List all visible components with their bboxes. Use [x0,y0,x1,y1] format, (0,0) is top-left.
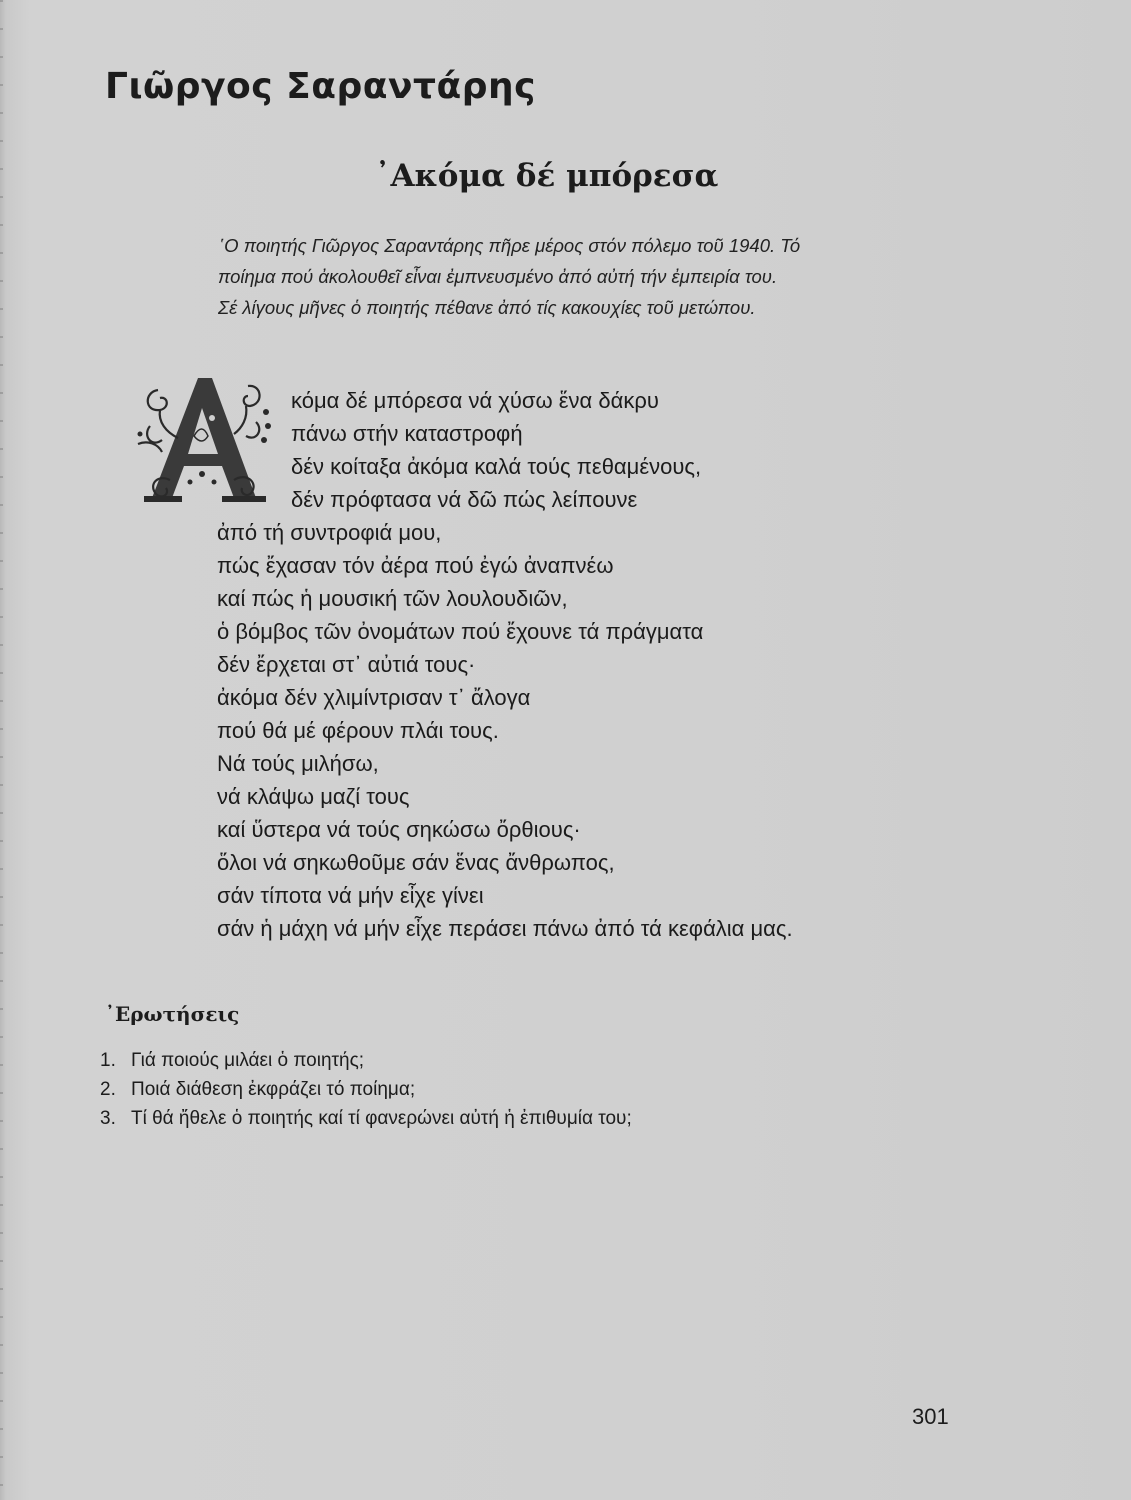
page-number: 301 [912,1404,949,1429]
questions-heading: ᾿Ερωτήσεις [105,1002,240,1026]
questions-list [100,1046,632,1133]
question-item [100,1075,632,1104]
intro-line: ποίημα πού ἀκολουθεῖ εἶναι ἐμπνευσμένο ἀπό αὐτή τήν ἐμπειρία του. [218,266,778,287]
question-text: Ποιά διάθεση ἐκφράζει τό ποίημα; [131,1079,416,1100]
question-number: 2. [100,1079,116,1100]
intro-line: ῾Ο ποιητής Γιῶργος Σαραντάρης πῆρε μέρος στόν πόλεμο τοῦ 1940. Τό [218,235,801,256]
poem-body [217,384,793,945]
poem-line: σάν τίποτα νά μήν εἶχε γίνει [217,883,484,908]
poem-line: πώς ἔχασαν τόν ἀέρα πού ἐγώ ἀναπνέω [217,553,614,578]
poem-line: δέν πρόφτασα νά δῶ πώς λείπουνε [291,487,638,512]
poem-line: ὁ βόμβος τῶν ὀνομάτων πού ἔχουνε τά πράγματα [217,619,704,644]
question-number: 1. [100,1050,116,1071]
question-text: Τί θά ἤθελε ὁ ποιητής καί τί φανερώνει αὐτή ἡ ἐπιθυμία του; [131,1108,632,1129]
poem-line: Νά τούς μιλήσω, [217,751,379,776]
intro-note [218,230,998,323]
poem-line: δέν κοίταξα ἀκόμα καλά τούς πεθαμένους, [291,454,702,479]
poem-line: σάν ἡ μάχη νά μήν εἶχε περάσει πάνω ἀπό τά κεφάλια μας. [217,916,793,941]
poem-line: κόμα δέ μπόρεσα νά χύσω ἕνα δάκρυ [291,388,659,413]
poem-line: πού θά μέ φέρουν πλάι τους. [217,718,499,743]
poem-line: καί ὕστερα νά τούς σηκώσω ὄρθιους· [217,817,581,842]
intro-line: Σέ λίγους μῆνες ὁ ποιητής πέθανε ἀπό τίς κακουχίες τοῦ μετώπου. [218,297,756,318]
question-text: Γιά ποιούς μιλάει ὁ ποιητής; [131,1050,365,1071]
question-item [100,1104,632,1133]
binding-edge [0,0,3,1500]
poem-line: νά κλάψω μαζί τους [217,784,410,809]
poem-line: ἀπό τή συντροφιά μου, [217,520,442,545]
poem-line: καί πώς ἡ μουσική τῶν λουλουδιῶν, [217,586,568,611]
poem-line: ὅλοι νά σηκωθοῦμε σάν ἕνας ἄνθρωπος, [217,850,615,875]
poem-line: ἀκόμα δέν χλιμίντρισαν τ᾿ ἄλογα [217,685,531,710]
poem-line: πάνω στήν καταστροφή [291,421,523,446]
poem-line: δέν ἔρχεται στ᾿ αὐτιά τους· [217,652,476,677]
question-number: 3. [100,1108,116,1129]
question-item [100,1046,632,1075]
author-name: Γιῶργος Σαραντάρης [105,66,536,107]
poem-title: ᾿Ακόμα δέ μπόρεσα [375,158,719,194]
